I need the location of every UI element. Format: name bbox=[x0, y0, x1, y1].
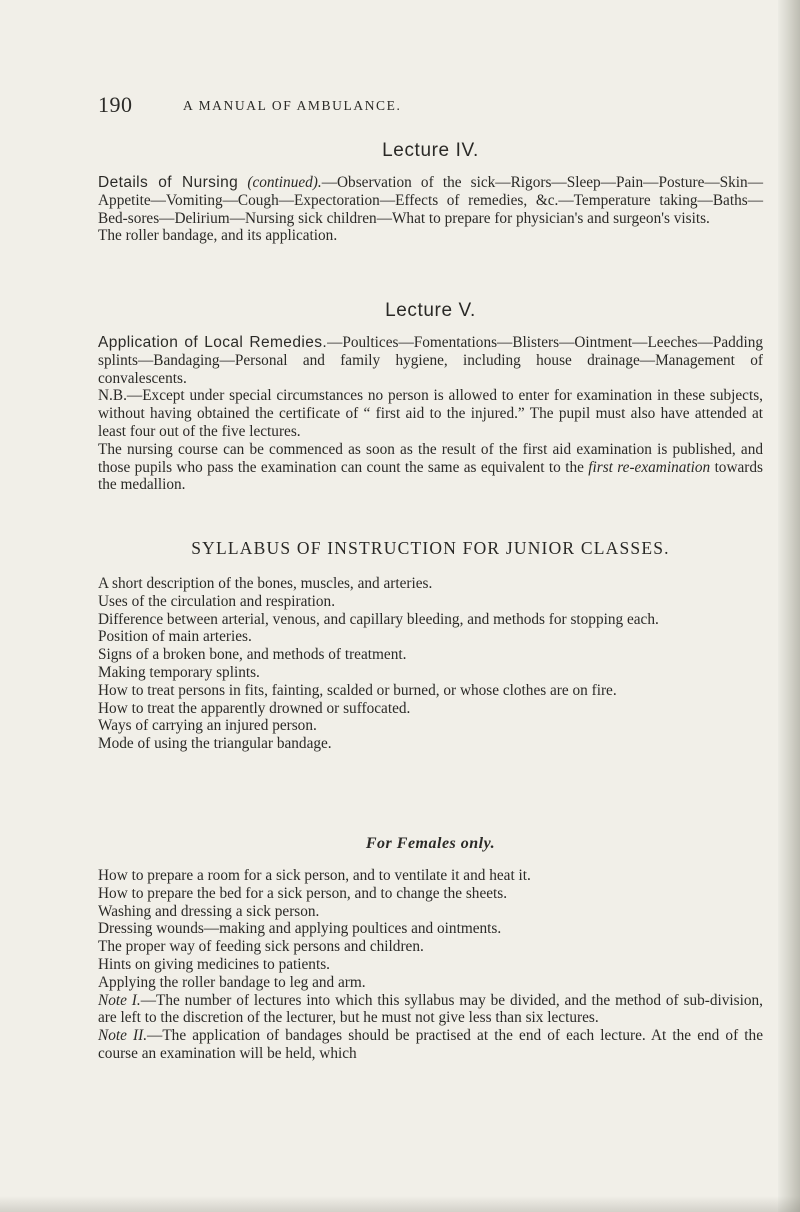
note-2-label: Note II. bbox=[98, 1027, 148, 1045]
syllabus-item: Making temporary splints. bbox=[98, 663, 260, 681]
note-2 bbox=[98, 1027, 763, 1063]
lecture-5-nursing bbox=[98, 441, 763, 494]
nursing-post: towards the medallion. bbox=[98, 458, 763, 494]
females-item: How to prepare the bed for a sick person, and to change the sheets. bbox=[98, 884, 508, 902]
note-1 bbox=[98, 992, 763, 1028]
note-1-text: —The number of lectures into which this syllabus may be divided, and the method of sub-division, are left to the discretion of the lecturer, but he must not give less than six lectures. bbox=[98, 991, 763, 1027]
nursing-italic: first re-examination bbox=[588, 458, 711, 476]
note-2-text: —The application of bandages should be practised at the end of each lecture. At the end of the course an examination will be held, which bbox=[98, 1027, 763, 1062]
page-header bbox=[98, 92, 763, 118]
females-item: Dressing wounds—making and applying poultices and ointments. bbox=[98, 920, 502, 938]
females-section bbox=[98, 835, 763, 1063]
syllabus-item: Difference between arterial, venous, and capillary bleeding, and methods for stopping each. bbox=[98, 610, 659, 628]
females-list bbox=[98, 867, 763, 1063]
page-bottom-shadow bbox=[0, 1196, 800, 1212]
page-edge-shadow bbox=[778, 0, 800, 1212]
syllabus-item: Signs of a broken bone, and methods of treatment. bbox=[98, 646, 407, 664]
syllabus-item: Ways of carrying an injured person. bbox=[98, 717, 317, 735]
running-head: A MANUAL OF AMBULANCE. bbox=[183, 98, 402, 113]
syllabus-item: How to treat the apparently drowned or suffocated. bbox=[98, 699, 411, 717]
lecture-4-line2: The roller bandage, and its application. bbox=[98, 227, 338, 245]
lecture-5-text bbox=[98, 334, 763, 387]
syllabus-title: SYLLABUS OF INSTRUCTION FOR JUNIOR CLASSES. bbox=[191, 538, 670, 558]
syllabus-section bbox=[98, 538, 763, 753]
females-item: Applying the roller bandage to leg and arm. bbox=[98, 973, 366, 991]
females-item: Washing and dressing a sick person. bbox=[98, 902, 320, 920]
page-number: 190 bbox=[98, 92, 133, 117]
females-item: Hints on giving medicines to patients. bbox=[98, 955, 330, 973]
syllabus-item: Uses of the circulation and respiration. bbox=[98, 592, 336, 610]
lecture-4-lead-italic: (continued). bbox=[247, 174, 322, 191]
nursing-pre: The nursing course can be commenced as soon as the result of the first aid examination is published, and those pupils who pass the examination can count the same as equivalent to the bbox=[98, 440, 763, 476]
females-item: How to prepare a room for a sick person, and to ventilate it and heat it. bbox=[98, 867, 531, 884]
lecture-4-section bbox=[98, 140, 763, 245]
lecture-5-nb: N.B.—Except under special circumstances no person is allowed to enter for examination in these subjects, without having obtained the certificate of “ first aid to the injured.” The pupil must also have attended at least four out of the five lectures. bbox=[98, 387, 763, 440]
syllabus-item: Mode of using the triangular bandage. bbox=[98, 735, 332, 753]
lecture-5-lead: Application of Local Remedies. bbox=[98, 334, 328, 351]
lecture-4-lead: Details of Nursing bbox=[98, 174, 239, 191]
females-title: For Females only. bbox=[365, 835, 496, 852]
lecture-5-title: Lecture V. bbox=[385, 300, 476, 321]
females-item: The proper way of feeding sick persons and children. bbox=[98, 938, 424, 956]
syllabus-list bbox=[98, 575, 763, 753]
syllabus-item: Position of main arteries. bbox=[98, 628, 252, 646]
lecture-4-text bbox=[98, 174, 763, 227]
lecture-5-section bbox=[98, 300, 763, 494]
note-1-label: Note I. bbox=[98, 991, 141, 1009]
lecture-5-body: —Poultices—Fomentations—Blisters—Ointment—Leeches—Padding splints—Bandaging—Personal and family hygiene, including house drainage—Management of convalescents. bbox=[98, 334, 763, 387]
lecture-4-body: —Observation of the sick—Rigors—Sleep—Pain—Posture—Skin—Appetite—Vomiting—Cough—Expectoration—Effects of remedies, &c.—Temperature taking—Baths—Bed-sores—Delirium—Nursing sick children—What to prepare for physician's and surgeon's visits. bbox=[98, 174, 764, 227]
syllabus-item: How to treat persons in fits, fainting, scalded or burned, or whose clothes are on fire. bbox=[98, 681, 617, 699]
syllabus-item: A short description of the bones, muscles, and arteries. bbox=[98, 575, 433, 592]
lecture-4-title: Lecture IV. bbox=[382, 140, 479, 161]
